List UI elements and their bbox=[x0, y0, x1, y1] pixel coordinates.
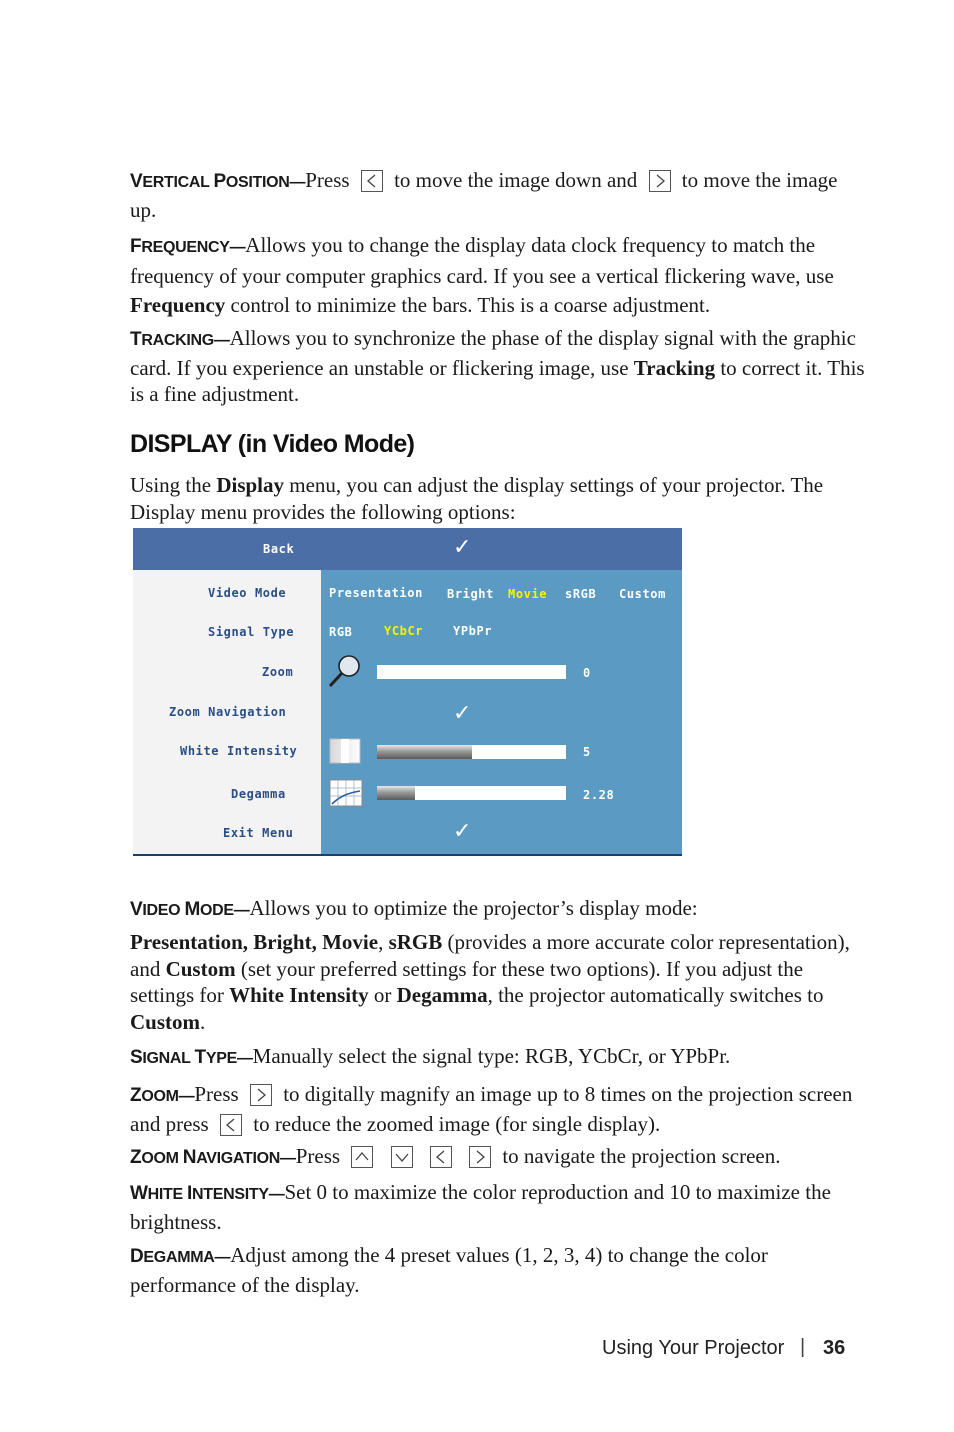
osd-label-degamma: Degamma bbox=[231, 787, 286, 801]
tracking-paragraph: TRACKING—Allows you to synchronize the phase of the display signal with the graphic card. If you experience an unstable or flickering image, use Tracking to correct it. This is a fine adjustment. bbox=[130, 326, 865, 406]
section-heading: DISPLAY (in Video Mode) bbox=[130, 430, 415, 458]
term-vertical-position: VERTICAL POSITION— bbox=[130, 171, 306, 192]
signal-type-option-selected: YCbCr bbox=[384, 624, 424, 638]
white-intensity-value: 5 bbox=[583, 745, 591, 759]
signal-type-option: YPbPr bbox=[453, 624, 493, 638]
term-tracking: TRACKING— bbox=[130, 329, 230, 350]
display-osd-menu bbox=[133, 528, 682, 856]
term-zoom-navigation: ZOOM NAVIGATION— bbox=[130, 1147, 296, 1168]
osd-label-exit-menu: Exit Menu bbox=[223, 826, 294, 840]
term-frequency: FREQUENCY— bbox=[130, 236, 246, 257]
osd-label-video-mode: Video Mode bbox=[208, 586, 287, 600]
osd-label-signal-type: Signal Type bbox=[208, 625, 295, 639]
magnifier-icon bbox=[325, 652, 365, 690]
osd-label-zoom-navigation: Zoom Navigation bbox=[169, 705, 287, 719]
video-mode-paragraph: VIDEO MODE—Allows you to optimize the projector’s display mode: bbox=[130, 896, 698, 920]
white-intensity-icon bbox=[329, 738, 361, 764]
video-mode-option: Presentation bbox=[329, 586, 423, 600]
frequency-paragraph: FREQUENCY—Allows you to change the display data clock frequency to match the frequency of your computer graphics card. If you see a vertical flickering wave, use Frequency control to minimize the bars. This is a coarse adjustment. bbox=[130, 233, 834, 317]
degamma-slider bbox=[377, 786, 566, 800]
osd-header-bar bbox=[133, 528, 682, 570]
zoom-paragraph: ZOOM—Press to digitally magnify an image up to 8 times on the projection screen and press to reduce the zoomed image (for single display). bbox=[130, 1082, 853, 1136]
term-zoom: ZOOM— bbox=[130, 1085, 195, 1106]
right-arrow-key-icon bbox=[649, 170, 671, 192]
signal-type-paragraph: SIGNAL TYPE—Manually select the signal type: RGB, YCbCr, or YPbPr. bbox=[130, 1044, 731, 1068]
degamma-paragraph: DEGAMMA—Adjust among the 4 preset values (1, 2, 3, 4) to change the color performance of the display. bbox=[130, 1243, 768, 1297]
video-mode-option: Bright bbox=[447, 587, 494, 601]
vertical-position-paragraph: VERTICAL POSITION—Press to move the image down and to move the image up. bbox=[130, 168, 838, 222]
left-arrow-key-icon bbox=[430, 1146, 452, 1168]
osd-back-label: Back bbox=[263, 542, 295, 556]
degamma-slider-fill bbox=[377, 786, 415, 800]
video-mode-option: Custom bbox=[619, 587, 666, 601]
white-intensity-paragraph: WHITE INTENSITY—Set 0 to maximize the color reproduction and 10 to maximize the brightness. bbox=[130, 1180, 831, 1234]
down-arrow-key-icon bbox=[391, 1146, 413, 1168]
video-mode-option-selected: Movie bbox=[508, 587, 548, 601]
signal-type-option: RGB bbox=[329, 625, 353, 639]
footer-section-title: Using Your Projector bbox=[602, 1337, 785, 1359]
white-intensity-slider-fill bbox=[377, 745, 472, 759]
zoom-navigation-check-icon: ✓ bbox=[453, 701, 473, 726]
zoom-navigation-paragraph: ZOOM NAVIGATION—Press to navigate the projection screen. bbox=[130, 1144, 781, 1168]
right-arrow-key-icon bbox=[469, 1146, 491, 1168]
degamma-value: 2.28 bbox=[583, 788, 615, 802]
zoom-slider bbox=[377, 665, 566, 679]
exit-menu-check-icon: ✓ bbox=[453, 819, 473, 844]
term-degamma: DEGAMMA— bbox=[130, 1246, 231, 1267]
zoom-value: 0 bbox=[583, 666, 591, 680]
right-arrow-key-icon bbox=[250, 1084, 272, 1106]
display-intro-paragraph: Using the Display menu, you can adjust the display settings of your projector. The Display menu provides the following options: bbox=[130, 473, 824, 524]
up-arrow-key-icon bbox=[351, 1146, 373, 1168]
back-check-icon: ✓ bbox=[453, 535, 473, 560]
left-arrow-key-icon bbox=[361, 170, 383, 192]
footer-page-number: 36 bbox=[823, 1337, 846, 1359]
video-modes-description: Presentation, Bright, Movie, sRGB (provides a more accurate color representation), and Custom (set your preferred settings for these two options). If you adjust the settings for White Intensity or Degamma, the projector automatically switches to Custom. bbox=[130, 930, 850, 1034]
degamma-curve-icon bbox=[329, 779, 363, 807]
term-white-intensity: WHITE INTENSITY— bbox=[130, 1183, 285, 1204]
white-intensity-slider bbox=[377, 745, 566, 759]
osd-label-zoom: Zoom bbox=[262, 665, 294, 679]
left-arrow-key-icon bbox=[220, 1114, 242, 1136]
term-video-mode: VIDEO MODE— bbox=[130, 899, 250, 920]
footer-separator: | bbox=[800, 1336, 806, 1358]
osd-label-white-intensity: White Intensity bbox=[180, 744, 298, 758]
term-signal-type: SIGNAL TYPE— bbox=[130, 1047, 253, 1068]
video-mode-option: sRGB bbox=[565, 587, 597, 601]
